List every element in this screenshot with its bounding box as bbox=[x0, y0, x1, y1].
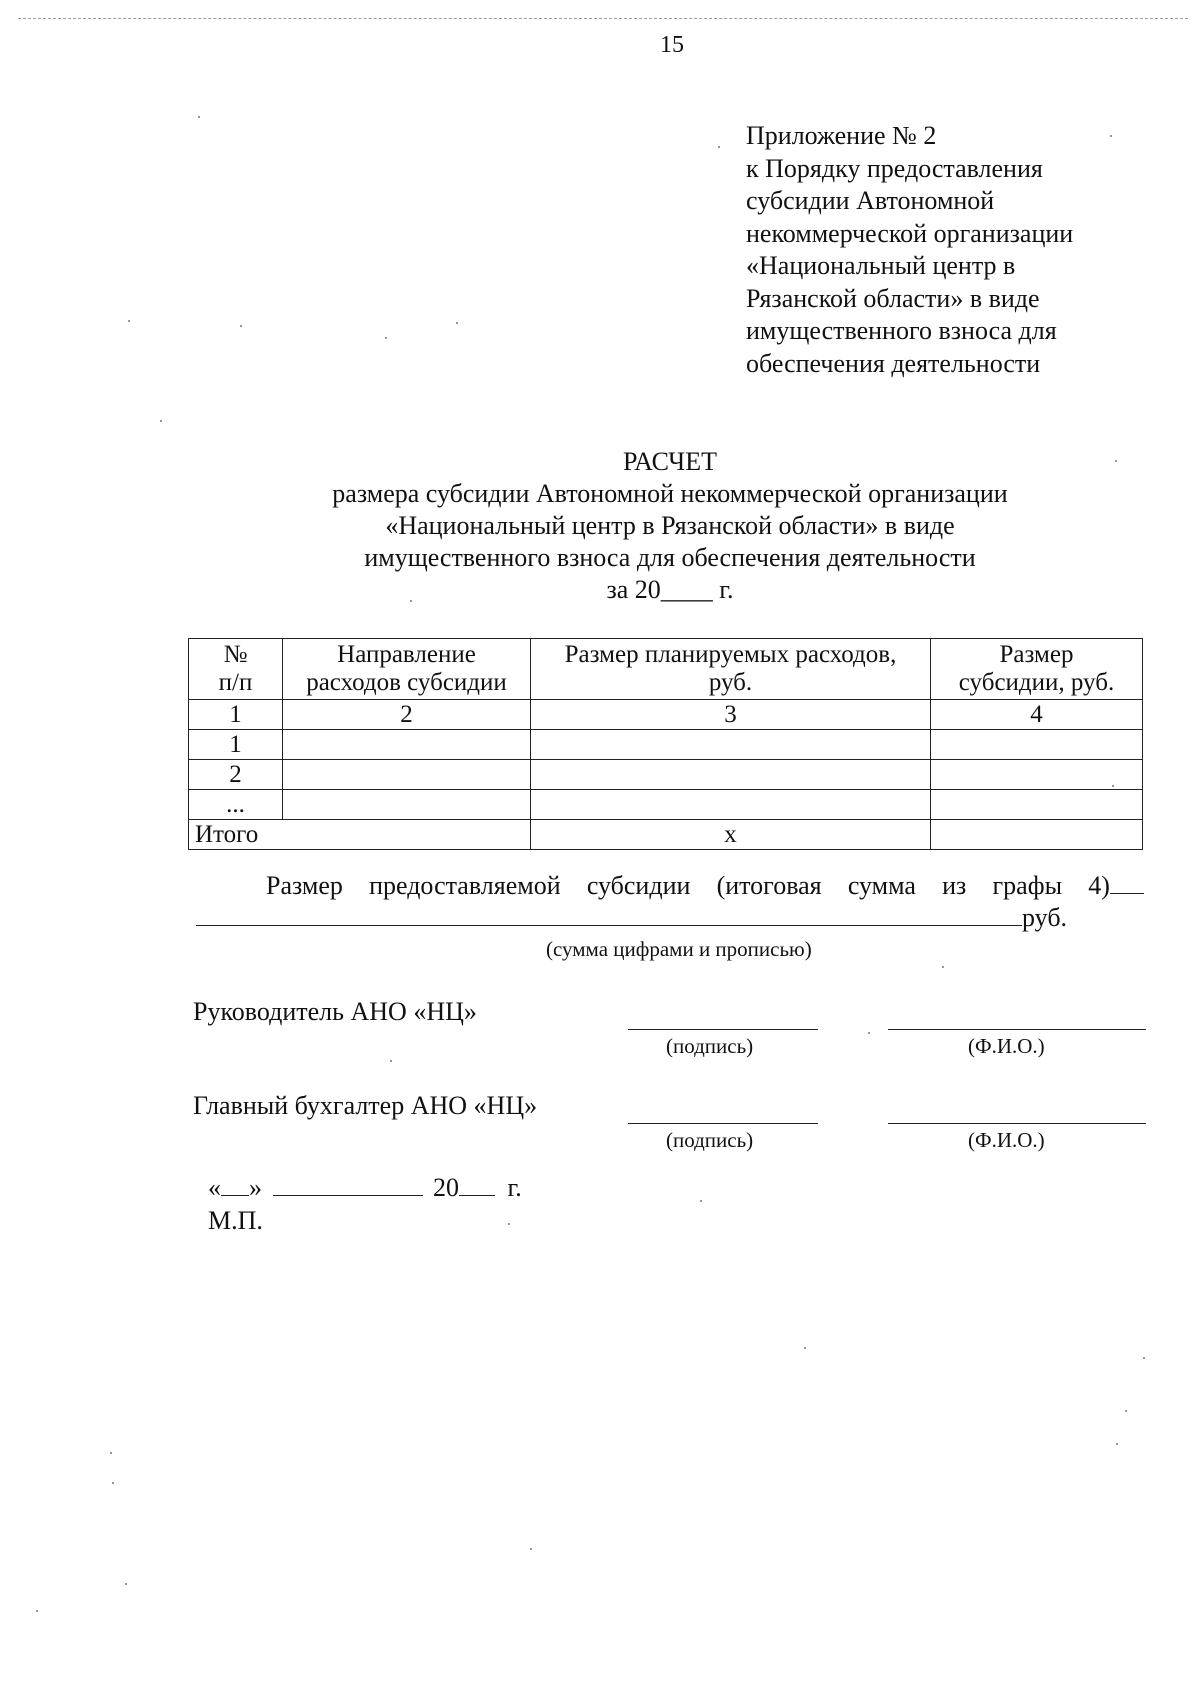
amount-line bbox=[196, 902, 1067, 934]
subsidy-word: графы bbox=[992, 871, 1063, 900]
title-line: имущественного взноса для обеспечения деятельности bbox=[364, 543, 976, 572]
direction-cell[interactable] bbox=[283, 730, 531, 760]
appendix-line: субсидии Автономной bbox=[746, 186, 995, 215]
page-number: 15 bbox=[660, 32, 684, 58]
head-sign-hint: (подпись) bbox=[666, 1034, 754, 1058]
scan-speck bbox=[410, 600, 412, 602]
head-signature-line[interactable] bbox=[628, 1029, 818, 1030]
date-line: « » 20 г. bbox=[208, 1173, 522, 1202]
row-number: 2 bbox=[189, 760, 283, 790]
appendix-line: Рязанской области» в виде bbox=[746, 283, 1040, 313]
stamp-place: М.П. bbox=[208, 1206, 263, 1235]
accountant-name-line[interactable] bbox=[888, 1123, 1146, 1124]
accountant-title: Главный бухгалтер АНО «НЦ» bbox=[193, 1091, 538, 1120]
head-title: Руководитель АНО «НЦ» bbox=[193, 997, 477, 1026]
title-line: размера субсидии Автономной некоммерческой организации bbox=[332, 479, 1008, 508]
amount-hint: (сумма цифрами и прописью) bbox=[546, 937, 812, 961]
table-row bbox=[189, 790, 1143, 820]
month-blank[interactable] bbox=[273, 1195, 423, 1196]
scan-speck bbox=[1115, 460, 1117, 462]
subsidy-cell[interactable] bbox=[931, 760, 1143, 790]
scan-speck bbox=[390, 1060, 392, 1062]
row-number: ... bbox=[189, 790, 283, 820]
scan-speck bbox=[112, 1482, 114, 1484]
document-title bbox=[180, 446, 1160, 606]
column-number: 3 bbox=[531, 700, 931, 730]
scan-speck bbox=[110, 1452, 112, 1454]
direction-cell[interactable] bbox=[283, 790, 531, 820]
scan-speck bbox=[198, 116, 200, 118]
scan-speck bbox=[1116, 1443, 1118, 1445]
scan-speck bbox=[700, 1200, 702, 1202]
scan-speck bbox=[530, 1548, 532, 1550]
year-blank[interactable] bbox=[459, 1195, 495, 1196]
amount-blank[interactable] bbox=[196, 925, 1022, 926]
accountant-sign-hint: (подпись) bbox=[666, 1128, 754, 1152]
scan-speck bbox=[240, 325, 242, 327]
scan-speck bbox=[718, 146, 720, 148]
appendix-reference bbox=[746, 120, 1073, 380]
scan-speck bbox=[942, 966, 944, 968]
appendix-line: к Порядку предоставления bbox=[746, 153, 1043, 183]
accountant-name-hint: (Ф.И.О.) bbox=[968, 1128, 1045, 1152]
planned-cell[interactable] bbox=[531, 760, 931, 790]
column-number: 2 bbox=[283, 700, 531, 730]
scan-speck bbox=[1112, 785, 1114, 787]
head-name-line[interactable] bbox=[888, 1029, 1146, 1030]
column-number: 4 bbox=[931, 700, 1143, 730]
planned-cell[interactable] bbox=[531, 790, 931, 820]
subsidy-word: из bbox=[942, 871, 967, 900]
scan-speck bbox=[1125, 1410, 1127, 1412]
subsidy-word: предоставляемой bbox=[369, 871, 561, 900]
scan-speck bbox=[868, 1032, 870, 1034]
header-cell-planned-expenses: Размер планируемых расходов, руб. bbox=[531, 639, 931, 700]
row-number: 1 bbox=[189, 730, 283, 760]
day-blank[interactable] bbox=[221, 1195, 249, 1196]
table-header-row bbox=[189, 639, 1143, 700]
subsidy-word: Размер bbox=[266, 871, 343, 900]
header-cell-subsidy: Размер субсидии, руб. bbox=[931, 639, 1143, 700]
direction-cell[interactable] bbox=[283, 760, 531, 790]
title-line: «Национальный центр в Рязанской области» в виде bbox=[385, 511, 955, 540]
subsidy-word: (итоговая bbox=[716, 871, 822, 900]
subsidy-cell[interactable] bbox=[931, 730, 1143, 760]
head-name-hint: (Ф.И.О.) bbox=[968, 1034, 1045, 1058]
amount-blank-short[interactable] bbox=[1110, 893, 1144, 894]
subsidy-word: сумма bbox=[847, 871, 916, 900]
scan-speck bbox=[125, 1583, 127, 1585]
accountant-signature-line[interactable] bbox=[628, 1123, 818, 1124]
subsidy-cell[interactable] bbox=[931, 790, 1143, 820]
title-heading: РАСЧЕТ bbox=[623, 447, 717, 476]
scan-speck bbox=[1143, 1357, 1145, 1359]
scan-speck bbox=[385, 337, 387, 339]
column-number: 1 bbox=[189, 700, 283, 730]
subsidy-word-end: 4) bbox=[1088, 870, 1144, 902]
planned-cell[interactable] bbox=[531, 730, 931, 760]
column-number-row bbox=[189, 700, 1143, 730]
scan-speck bbox=[128, 320, 130, 322]
total-subsidy[interactable] bbox=[931, 820, 1143, 850]
currency-label: руб. bbox=[1022, 903, 1068, 932]
table-row bbox=[189, 760, 1143, 790]
total-row bbox=[189, 820, 1143, 850]
subsidy-size-line bbox=[266, 870, 1144, 902]
appendix-line: Приложение № 2 bbox=[746, 121, 937, 150]
scan-speck bbox=[804, 1347, 806, 1349]
calculation-table bbox=[188, 638, 1143, 850]
total-planned: х bbox=[531, 820, 931, 850]
subsidy-word: субсидии bbox=[586, 871, 691, 900]
scan-speck bbox=[508, 1223, 510, 1225]
header-cell-direction: Направление расходов субсидии bbox=[283, 639, 531, 700]
header-cell-number: № п/п bbox=[189, 639, 283, 700]
appendix-line: «Национальный центр в bbox=[746, 251, 1016, 280]
appendix-line: обеспечения деятельности bbox=[746, 348, 1041, 378]
appendix-line: некоммерческой организации bbox=[746, 218, 1074, 248]
total-label: Итого bbox=[189, 820, 531, 850]
appendix-line: имущественного взноса для bbox=[746, 316, 1057, 345]
scan-speck bbox=[456, 322, 458, 324]
scan-speck bbox=[36, 1610, 38, 1612]
scan-edge-line bbox=[18, 18, 1188, 19]
scan-speck bbox=[1110, 135, 1112, 137]
title-period: за 20____ г. bbox=[606, 575, 734, 604]
scan-speck bbox=[160, 420, 162, 422]
table-row bbox=[189, 730, 1143, 760]
